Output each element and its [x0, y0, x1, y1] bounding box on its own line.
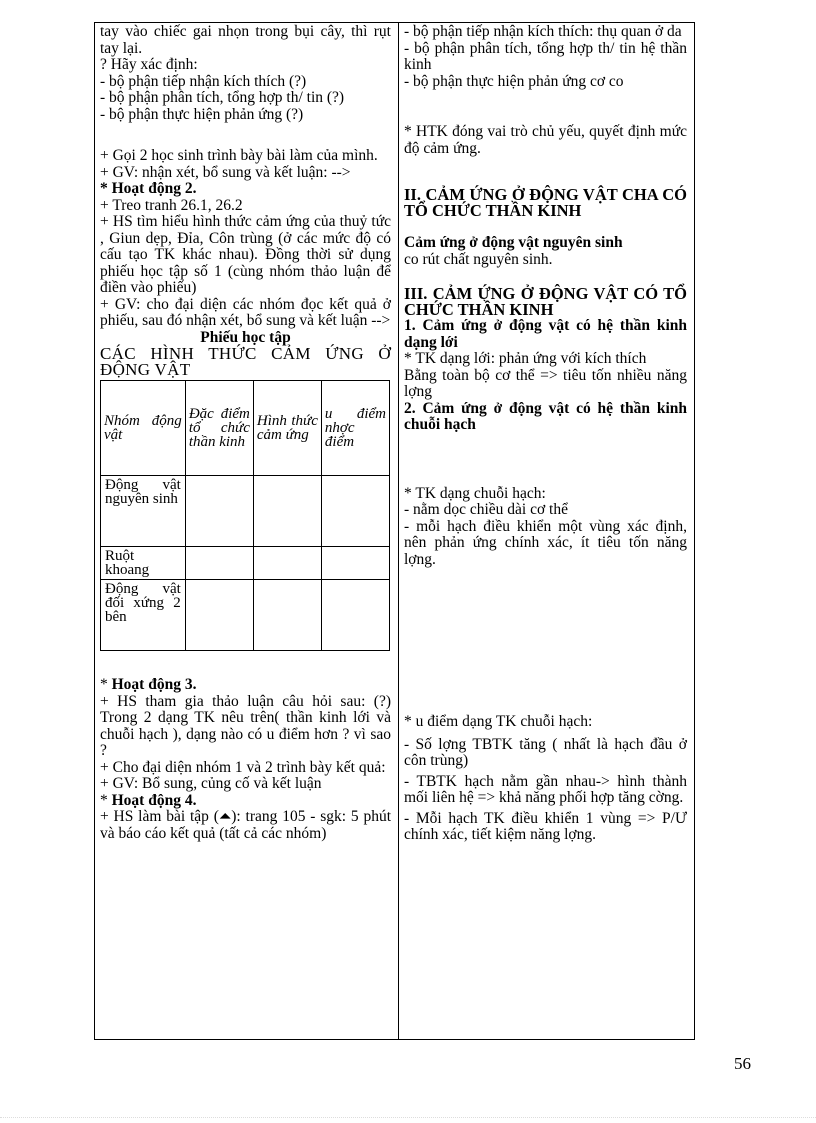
table-header: Đặc điểm tổ chức thần kinh [185, 381, 253, 476]
activity-2-title: * Hoạt động 2. [100, 180, 197, 197]
protozoa-heading: Cảm ứng ở động vật nguyên sinh [404, 234, 623, 251]
activity-3-text: + Cho đại diện nhóm 1 và 2 trình bày kết quả: [100, 758, 386, 776]
instruction-text: + GV: nhận xét, bổ sung và kết luận: --> [100, 163, 351, 181]
column-divider [398, 22, 399, 1040]
table-row [101, 547, 390, 580]
question-item: - bộ phận phân tích, tổng hợp th/ tin (?) [100, 89, 345, 106]
instruction-text: + Gọi 2 học sinh trình bày bài làm của mình. [100, 147, 378, 164]
table-row [101, 580, 390, 651]
page-number: 56 [734, 1054, 751, 1073]
activity-2-text: + HS tìm hiểu hình thức cảm ứng của thuỷ tức , Giun dẹp, Đỉa, Côn trùng (ở các mức độ có cấu tạo TK khác nhau). Đồng thời sử dụng phiếu học tập số 1 (cùng nhóm thảo luận để điền vào phiếu) [100, 213, 391, 296]
activity-3-text: + GV: Bổ sung, củng cố và kết luận [100, 775, 322, 792]
table-cell [321, 580, 389, 651]
activity-2-text: + Treo tranh 26.1, 26.2 [100, 196, 243, 214]
advantage-item: - Mỗi hạch TK điều khiển 1 vùng => P/Ư chính xác, tiết kiệm năng lợng. [404, 809, 687, 843]
worksheet-table [100, 380, 390, 651]
activity-3-title [100, 677, 391, 694]
table-cell [253, 476, 321, 547]
subsection-2-heading: 2. Cảm ứng ở động vật có hệ thần kinh chuỗi hạch [404, 399, 687, 433]
advantages-heading: * u điểm dạng TK chuỗi hạch: [404, 713, 593, 730]
activity-3-label: Hoạt động 3. [111, 676, 197, 693]
answer-text: - bộ phận phân tích, tổng hợp th/ tin hệ thần kinh [404, 39, 687, 73]
answer-text: - bộ phận thực hiện phản ứng cơ co [404, 72, 624, 90]
subsection-1-text: * TK dạng lới: phản ứng với kích thích [404, 350, 647, 367]
table-cell [253, 547, 321, 580]
section-3-heading: III. CẢM ỨNG Ở ĐỘNG VẬT CÓ TỔ CHỨC THẦN KINH [404, 284, 687, 319]
advantage-item: - Số lợng TBTK tăng ( nhất là hạch đầu ở côn trùng) [404, 735, 687, 769]
intro-text: tay vào chiếc gai nhọn trong bụi cây, thì rụt tay lại. [100, 23, 391, 57]
activity-4-label: Hoạt động 4. [111, 791, 197, 809]
activity-4-text: + HS làm bài tập (⏶): trang 105 - sgk: 5 phút và báo cáo kết quả (tất cả các nhóm) [100, 808, 391, 842]
table-cell [185, 547, 253, 580]
table-cell: Động vật đối xứng 2 bên [101, 580, 186, 651]
worksheet-subtitle: CÁC HÌNH THỨC CẢM ỨNG Ở ĐỘNG VẬT [100, 344, 391, 379]
activity-2-text: + GV: cho đại diện các nhóm đọc kết quả ở phiếu, sau đó nhận xét, bổ sung và kết luận --> [100, 295, 391, 329]
chain-text: * TK dạng chuỗi hạch: [404, 484, 546, 502]
question-item: - bộ phận thực hiện phản ứng (?) [100, 105, 304, 123]
content-column [404, 24, 687, 844]
worksheet-title: Phiếu học tập [200, 328, 291, 346]
answer-text: - bộ phận tiếp nhận kích thích: thụ quan ở da [404, 23, 682, 40]
section-2-heading: II. CẢM ỨNG Ở ĐỘNG VẬT CHA CÓ TỔ CHỨC THẦN KINH [404, 185, 687, 220]
activity-3-text: + HS tham gia thảo luận câu hỏi sau: (?) Trong 2 dạng TK nêu trên( thần kinh lới và chuỗi hạch ), dạng nào có u điểm hơn ? vì sao ? [100, 692, 391, 759]
table-header: u điểm nhợc điểm [321, 381, 389, 476]
table-header: Nhóm động vật [101, 381, 186, 476]
teacher-activities-column [100, 24, 391, 842]
table-cell: Động vật nguyên sinh [101, 476, 186, 547]
subsection-1-heading: 1. Cảm ứng ở động vật có hệ thần kinh dạng lới [404, 317, 687, 351]
table-cell: Ruột khoang [101, 547, 186, 580]
activity-3-star: * [100, 676, 112, 693]
table-header: Hình thức cảm ứng [253, 381, 321, 476]
subsection-1-text: Bằng toàn bộ cơ thể => tiêu tốn nhiều năng lợng [404, 366, 687, 400]
table-cell [185, 580, 253, 651]
htk-text: * HTK đóng vai trò chủ yếu, quyết định mức độ cảm ứng. [404, 123, 687, 157]
chain-text: - nằm dọc chiều dài cơ thể [404, 501, 568, 518]
advantage-item: - TBTK hạch nằm gần nhau-> hình thành mối liên hệ => khả năng phối hợp tăng cờng. [404, 772, 687, 806]
question-item: - bộ phận tiếp nhận kích thích (?) [100, 72, 307, 90]
activity-4-star: * [100, 791, 112, 809]
table-cell [185, 476, 253, 547]
question-text: ? Hãy xác định: [100, 56, 198, 73]
table-cell [253, 580, 321, 651]
page-bottom-border [0, 1117, 816, 1119]
table-row [101, 476, 390, 547]
table-header-row [101, 381, 390, 476]
table-cell [321, 476, 389, 547]
table-cell [321, 547, 389, 580]
protozoa-text: co rút chất nguyên sinh. [404, 250, 553, 268]
activity-4-title [100, 793, 391, 810]
chain-text: - mỗi hạch điều khiển một vùng xác định, nên phản ứng chính xác, ít tiêu tốn năng lợng. [404, 517, 687, 568]
